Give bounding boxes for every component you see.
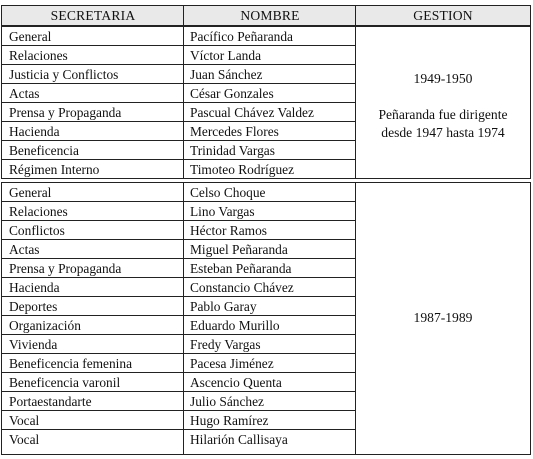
table-row [2,354,355,373]
cell-secretaria: Conflictos [9,223,65,238]
cell-nombre: Víctor Landa [190,48,262,63]
cell-secretaria: Beneficencia varonil [9,375,121,390]
table-row [2,335,355,354]
cell-secretaria: Vivienda [9,337,58,352]
cell-secretaria: Hacienda [9,280,60,295]
table-row [2,122,355,141]
table-row [2,259,355,278]
table-row [2,221,355,240]
header-secretaria: SECRETARIA [50,8,136,23]
cell-nombre: César Gonzales [190,86,274,101]
cell-secretaria: Beneficencia [9,143,79,158]
header-nombre: NOMBRE [240,8,300,23]
cell-secretaria: Portaestandarte [9,394,92,409]
cell-nombre: Pascual Chávez Valdez [190,105,314,120]
gestion-note-line-2: desde 1947 hasta 1974 [381,125,505,140]
cell-nombre: Eduardo Murillo [190,318,280,333]
table-row [2,183,355,202]
column-divider [355,27,356,178]
cell-secretaria: Beneficencia femenina [9,356,133,371]
cell-nombre: Trinidad Vargas [190,143,275,158]
cell-secretaria: Actas [9,242,40,257]
table-block-1987 [1,182,531,455]
cell-secretaria: Prensa y Propaganda [9,105,122,120]
cell-nombre: Timoteo Rodríguez [190,162,295,177]
cell-secretaria: Vocal [9,413,40,428]
gestion-period-2: 1987-1989 [413,310,473,325]
cell-secretaria: General [9,29,52,44]
table-row [2,392,355,411]
cell-secretaria: Prensa y Propaganda [9,261,122,276]
cell-nombre: Fredy Vargas [190,337,261,352]
cell-nombre: Hugo Ramírez [190,413,269,428]
table-row [2,430,355,449]
cell-nombre: Constancio Chávez [190,280,294,295]
gestion-period-1: 1949-1950 [413,71,473,86]
header-gestion: GESTION [413,8,473,23]
cell-secretaria: Relaciones [9,204,68,219]
table-row [2,411,355,430]
cell-secretaria: Justicia y Conflictos [9,67,119,82]
cell-secretaria: General [9,185,52,200]
table-row [2,160,355,179]
cell-nombre: Pacífico Peñaranda [190,29,293,44]
cell-nombre: Hilarión Callisaya [190,432,288,447]
table-row [2,141,355,160]
cell-secretaria: Vocal [9,432,40,447]
cell-nombre: Julio Sánchez [190,394,265,409]
cell-secretaria: Actas [9,86,40,101]
cell-nombre: Lino Vargas [190,204,255,219]
table-header [1,5,531,26]
directory-table [1,5,531,455]
table-row [2,46,355,65]
cell-secretaria: Organización [9,318,81,333]
gestion-note-line-1: Peñaranda fue dirigente [378,107,508,122]
cell-secretaria: Deportes [9,299,58,314]
cell-secretaria: Hacienda [9,124,60,139]
table-row [2,373,355,392]
cell-secretaria: Régimen Interno [9,162,100,177]
cell-nombre: Celso Choque [190,185,266,200]
cell-nombre: Héctor Ramos [190,223,267,238]
cell-nombre: Pablo Garay [190,299,257,314]
table-row [2,65,355,84]
table-block-1949 [1,26,531,179]
cell-nombre: Ascencio Quenta [190,375,282,390]
table-row [2,84,355,103]
cell-nombre: Mercedes Flores [190,124,279,139]
cell-secretaria: Relaciones [9,48,68,63]
table-row [2,202,355,221]
table-row [2,297,355,316]
table-row [2,316,355,335]
table-row [2,27,355,46]
table-row [2,278,355,297]
cell-nombre: Miguel Peñaranda [190,242,288,257]
table-row [2,103,355,122]
table-row [2,240,355,259]
cell-nombre: Juan Sánchez [190,67,263,82]
cell-nombre: Esteban Peñaranda [190,261,292,276]
cell-nombre: Pacesa Jiménez [190,356,274,371]
